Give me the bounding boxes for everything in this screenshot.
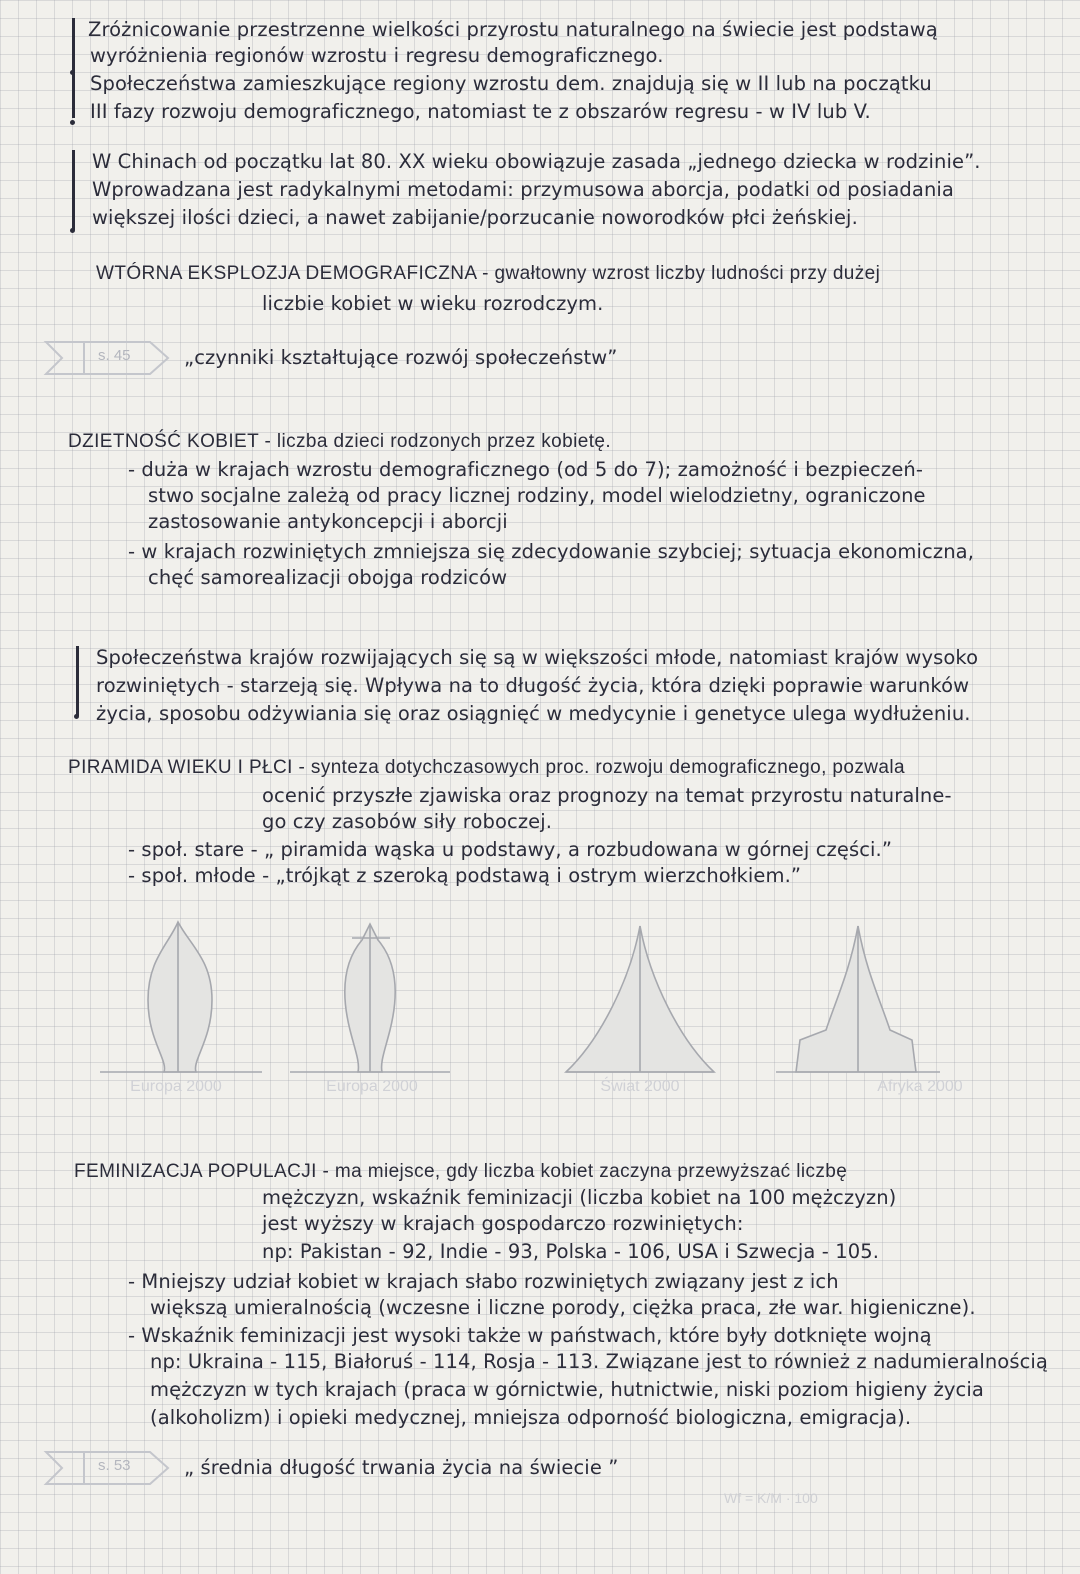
note-line: Zróżnicowanie przestrzenne wielkości przyrostu naturalnego na świecie jest podstawą	[88, 18, 938, 41]
note-line: Wprowadzana jest radykalnymi metodami: przymusowa aborcja, podatki od posiadania	[92, 178, 954, 201]
note-line: - społ. młode - „trójkąt z szeroką podstawą i ostrym wierzchołkiem.”	[128, 864, 802, 887]
pyramid-label: Świat 2000	[600, 1078, 680, 1095]
bullet-dot	[70, 228, 75, 233]
definition-feminizacja: FEMINIZACJA POPULACJI - ma miejsce, gdy liczba kobiet zaczyna przewyższać liczbę	[74, 1161, 848, 1182]
note-line: np: Pakistan - 92, Indie - 93, Polska - 106, USA i Szwecja - 105.	[262, 1240, 880, 1263]
bullet-dot	[70, 120, 75, 125]
note-line: liczbie kobiet w wieku rozrodczym.	[262, 292, 604, 315]
reference-title-2: „ średnia długość trwania życia na świecie ”	[184, 1456, 619, 1479]
note-line: zastosowanie antykoncepcji i aborcji	[148, 510, 508, 533]
definition-wtorna-eksplozja: WTÓRNA EKSPLOZJA DEMOGRAFICZNA - gwałtowny wzrost liczby ludności przy dużej	[96, 263, 881, 284]
note-line: - społ. stare - „ piramida wąska u podstawy, a rozbudowana w górnej części.”	[128, 838, 893, 861]
note-line: Społeczeństwa zamieszkujące regiony wzrostu dem. znajdują się w II lub na początku	[90, 72, 932, 95]
pyramid-label: Europa 2000	[326, 1078, 418, 1095]
bullet-dot	[70, 70, 75, 75]
pyramid-label: Afryka 2000	[877, 1078, 963, 1095]
note-line: wyróżnienia regionów wzrostu i regresu demograficznego.	[90, 44, 664, 67]
note-line: ocenić przyszłe zjawiska oraz prognozy na temat przyrostu naturalne-	[262, 784, 952, 807]
reference-page-1: s. 45	[98, 347, 131, 364]
faint-formula: Wf = K/M · 100	[724, 1490, 818, 1506]
note-line: go czy zasobów siły roboczej.	[262, 810, 553, 833]
definition-piramida: PIRAMIDA WIEKU I PŁCI - synteza dotychczasowych proc. rozwoju demograficznego, pozwala	[68, 757, 905, 778]
note-line: mężczyzn, wskaźnik feminizacji (liczba kobiet na 100 mężczyzn)	[262, 1186, 897, 1209]
note-line: stwo socjalne zależą od pracy licznej rodziny, model wielodzietny, ograniczone	[148, 484, 926, 507]
note-line: W Chinach od początku lat 80. XX wieku obowiązuje zasada „jednego dziecka w rodzinie”.	[92, 150, 981, 173]
note-line: Społeczeństwa krajów rozwijających się są w większości młode, natomiast krajów wysoko	[96, 646, 979, 669]
note-line: - Mniejszy udział kobiet w krajach słabo rozwiniętych związany jest z ich	[128, 1270, 839, 1293]
reference-title-1: „czynniki kształtujące rozwój społeczeństw”	[184, 346, 618, 369]
note-line: III fazy rozwoju demograficznego, natomiast te z obszarów regresu - w IV lub V.	[90, 100, 871, 123]
note-line: większej ilości dzieci, a nawet zabijanie/porzucanie noworodków płci żeńskiej.	[92, 206, 858, 229]
reference-page-2: s. 53	[98, 1457, 131, 1474]
bracket-block2	[72, 150, 75, 230]
note-line: np: Ukraina - 115, Białoruś - 114, Rosja - 113. Związane jest to również z nadumieralnością	[150, 1350, 1048, 1373]
note-line: - duża w krajach wzrostu demograficznego (od 5 do 7); zamożność i bezpieczeń-	[128, 458, 924, 481]
note-line: większą umieralnością (wczesne i liczne porody, ciężka praca, złe war. higieniczne).	[150, 1296, 976, 1319]
note-line: - Wskaźnik feminizacji jest wysoki także w państwach, które były dotknięte wojną	[128, 1324, 932, 1347]
bullet-dot	[74, 714, 79, 719]
note-line: chęć samorealizacji obojga rodziców	[148, 566, 508, 589]
definition-dzietnosc: DZIETNOŚĆ KOBIET - liczba dzieci rodzonych przez kobietę.	[68, 431, 612, 452]
pyramid-label: Europa 2000	[130, 1078, 222, 1095]
note-line: rozwiniętych - starzeją się. Wpływa na to długość życia, która dzięki poprawie warunków	[96, 674, 970, 697]
note-line: (alkoholizm) i opieki medycznej, mniejsza odporność biologiczna, emigracja).	[150, 1406, 912, 1429]
note-line: - w krajach rozwiniętych zmniejsza się zdecydowanie szybciej; sytuacja ekonomiczna,	[128, 540, 974, 563]
note-line: jest wyższy w krajach gospodarczo rozwiniętych:	[262, 1212, 744, 1235]
note-line: mężczyzn w tych krajach (praca w górnictwie, hutnictwie, niski poziom higieny życia	[150, 1378, 984, 1401]
bracket-block3	[76, 646, 79, 716]
note-line: życia, sposobu odżywiania się oraz osiągnięć w medycynie i genetyce ulega wydłużeniu.	[96, 702, 971, 725]
bracket-block1	[72, 18, 75, 118]
